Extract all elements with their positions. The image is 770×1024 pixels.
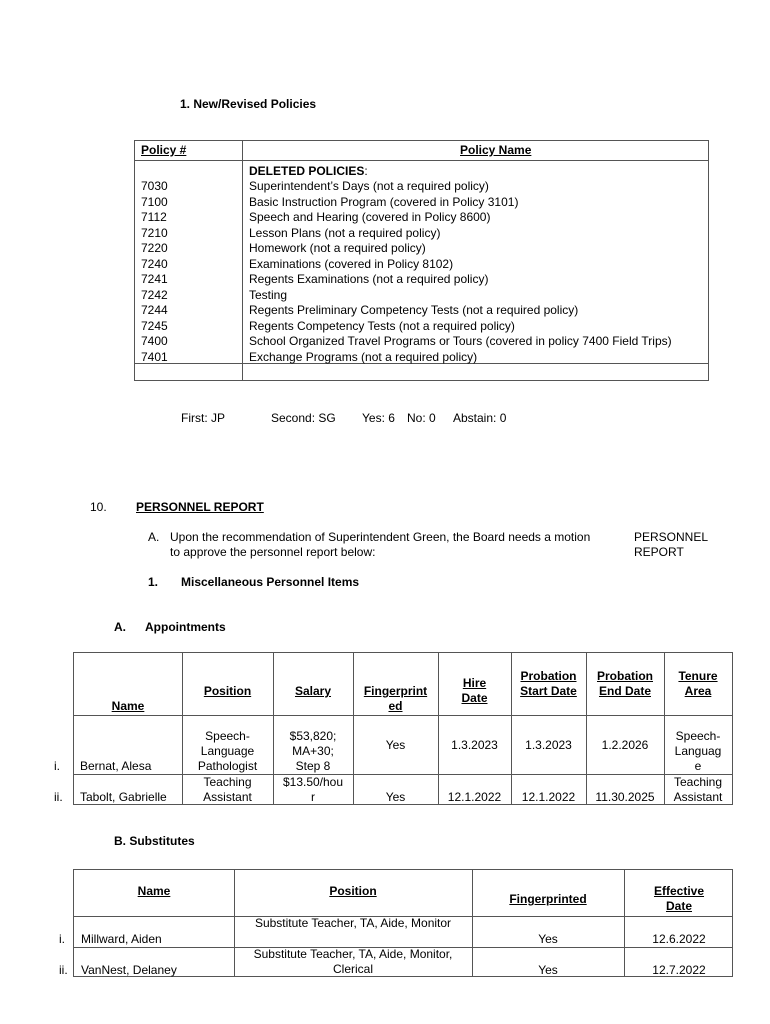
policy-number: 7210 bbox=[141, 225, 168, 240]
policy-name: Speech and Hearing (covered in Policy 8600) bbox=[249, 210, 491, 224]
appointee-tenure-area-line: Speech- bbox=[675, 729, 721, 743]
policy-name: School Organized Travel Programs or Tours (covered in policy 7400 Field Trips) bbox=[249, 334, 672, 348]
appointee-prob-start: 12.1.2022 bbox=[521, 790, 576, 804]
substitute-position-line: Substitute Teacher, TA, Aide, Monitor, bbox=[253, 947, 453, 961]
appt-header-salary: Salary bbox=[294, 684, 332, 698]
row-index: i. bbox=[54, 759, 60, 773]
substitute-name: Millward, Aiden bbox=[81, 932, 162, 946]
appointee-prob-end: 11.30.2025 bbox=[595, 790, 655, 804]
policy-name: Testing bbox=[249, 287, 288, 302]
policy-number: 7220 bbox=[141, 241, 168, 255]
policy-name-header: Policy Name bbox=[460, 143, 532, 157]
policy-name: Regents Competency Tests (not a required policy) bbox=[249, 318, 515, 333]
appt-header-tenure: Tenure Area bbox=[678, 669, 718, 698]
row-index: ii. bbox=[54, 790, 63, 804]
policy-name: Regents Preliminary Competency Tests (not a required policy) bbox=[249, 303, 579, 317]
appointee-hire-date: 1.3.2023 bbox=[451, 738, 498, 752]
vote-no: No: 0 bbox=[407, 411, 436, 425]
appointee-position bbox=[182, 729, 273, 774]
policy-number: 7241 bbox=[141, 272, 168, 286]
policy-name: Exchange Programs (not a required policy) bbox=[249, 349, 478, 364]
policy-number: 7100 bbox=[141, 194, 168, 209]
substitute-position bbox=[234, 947, 472, 977]
margin-label-line2: REPORT bbox=[634, 545, 684, 559]
substitute-position-line: Substitute Teacher, TA, Aide, Monitor bbox=[254, 916, 452, 930]
appointee-tenure-area bbox=[664, 729, 732, 774]
vote-abstain: Abstain: 0 bbox=[453, 411, 507, 425]
item-a-text-line2: to approve the personnel report below: bbox=[170, 545, 376, 559]
policy-table bbox=[134, 140, 709, 381]
substitutes-title: B. Substitutes bbox=[114, 834, 195, 848]
vote-second: Second: SG bbox=[271, 411, 336, 425]
appointee-position-line: Speech- bbox=[205, 729, 250, 743]
appointee-tenure-area bbox=[664, 775, 732, 805]
policy-number: 7400 bbox=[141, 334, 168, 348]
appointee-tenure-area-line: Assistant bbox=[673, 790, 723, 804]
subs-header-name: Name bbox=[137, 884, 171, 898]
appointee-fingerprinted: Yes bbox=[385, 790, 406, 804]
appointee-prob-end: 1.2.2026 bbox=[601, 738, 649, 752]
row-index: i. bbox=[59, 932, 65, 946]
appt-header-prob-start: Probation Start Date bbox=[520, 669, 577, 698]
appointee-salary-line: MA+30; bbox=[292, 744, 334, 758]
policy-number: 7030 bbox=[141, 179, 168, 193]
policy-number: 7401 bbox=[141, 349, 168, 364]
substitutes-table bbox=[59, 869, 733, 977]
appointee-position-line: Language bbox=[200, 744, 255, 758]
subs-header-position: Position bbox=[329, 884, 377, 898]
appointee-tenure-area-line: Teaching bbox=[673, 775, 723, 789]
appointee-position-line: Pathologist bbox=[197, 759, 258, 773]
policy-name: Lesson Plans (not a required policy) bbox=[249, 225, 441, 240]
policy-number-header: Policy # bbox=[141, 143, 187, 157]
policy-number: 7244 bbox=[141, 303, 168, 317]
appointee-salary-line: Step 8 bbox=[295, 759, 331, 773]
appt-header-hire-date: Hire Date bbox=[461, 676, 488, 705]
appointee-salary-line: $13.50/hou bbox=[282, 775, 344, 789]
appointee-salary-line: r bbox=[311, 790, 315, 804]
subs-header-effective-date: Effective Date bbox=[653, 884, 705, 913]
appointee-name: Tabolt, Gabrielle bbox=[80, 790, 167, 804]
appointments-title: Appointments bbox=[145, 620, 226, 634]
appt-header-fingerprinted: Fingerprint ed bbox=[363, 684, 428, 713]
appointee-hire-date: 12.1.2022 bbox=[447, 790, 502, 804]
appointee-position-line: Teaching bbox=[203, 775, 252, 789]
policy-name: Basic Instruction Program (covered in Policy 3101) bbox=[249, 194, 519, 209]
appointee-tenure-area-line: Languag bbox=[674, 744, 722, 758]
item-a-text-line1: Upon the recommendation of Superintendent Green, the Board needs a motion bbox=[170, 530, 591, 544]
policy-number: 7240 bbox=[141, 256, 168, 271]
substitute-fingerprinted: Yes bbox=[538, 932, 558, 946]
misc-number: 1. bbox=[148, 575, 159, 589]
appointee-position-line: Assistant bbox=[203, 790, 252, 804]
vote-first: First: JP bbox=[181, 411, 225, 425]
policy-name: Examinations (covered in Policy 8102) bbox=[249, 256, 454, 271]
personnel-report-title: PERSONNEL REPORT bbox=[136, 500, 264, 514]
subs-header-fingerprinted: Fingerprinted bbox=[509, 892, 587, 906]
appointee-prob-start: 1.3.2023 bbox=[525, 738, 572, 752]
deleted-policies-heading: DELETED POLICIES: bbox=[249, 164, 368, 178]
substitute-name: VanNest, Delaney bbox=[81, 963, 177, 977]
appointee-position bbox=[182, 775, 273, 805]
policy-number: 7245 bbox=[141, 318, 168, 333]
appointee-tenure-area-line: e bbox=[694, 759, 702, 773]
section-title-policies: 1. New/Revised Policies bbox=[180, 97, 317, 111]
misc-title: Miscellaneous Personnel Items bbox=[181, 575, 360, 589]
appointments-table bbox=[54, 652, 733, 805]
policy-number: 7242 bbox=[141, 287, 168, 302]
item-a-letter: A. bbox=[148, 530, 160, 544]
substitute-position bbox=[234, 916, 472, 931]
appointee-name: Bernat, Alesa bbox=[80, 759, 152, 773]
substitute-effective-date: 12.7.2022 bbox=[652, 963, 706, 977]
vote-yes: Yes: 6 bbox=[362, 411, 395, 425]
appointments-letter: A. bbox=[114, 620, 126, 634]
row-index: ii. bbox=[59, 963, 68, 977]
appointee-fingerprinted: Yes bbox=[385, 738, 406, 752]
section-number: 10. bbox=[90, 500, 107, 514]
substitute-effective-date: 12.6.2022 bbox=[652, 932, 706, 946]
appt-header-prob-end: Probation End Date bbox=[597, 669, 653, 698]
policy-name: Superintendent’s Days (not a required policy) bbox=[249, 179, 489, 193]
policy-name: Regents Examinations (not a required policy) bbox=[249, 272, 489, 286]
appt-header-name: Name bbox=[111, 699, 145, 713]
appointee-salary bbox=[273, 729, 353, 774]
policy-number: 7112 bbox=[141, 210, 167, 224]
appointee-salary-line: $53,820; bbox=[289, 729, 337, 743]
appointee-salary bbox=[273, 775, 353, 805]
margin-label-line1: PERSONNEL bbox=[634, 530, 709, 544]
policy-name: Homework (not a required policy) bbox=[249, 241, 426, 255]
substitute-fingerprinted: Yes bbox=[538, 963, 558, 977]
appt-header-position: Position bbox=[203, 684, 252, 698]
substitute-position-line: Clerical bbox=[332, 962, 373, 976]
